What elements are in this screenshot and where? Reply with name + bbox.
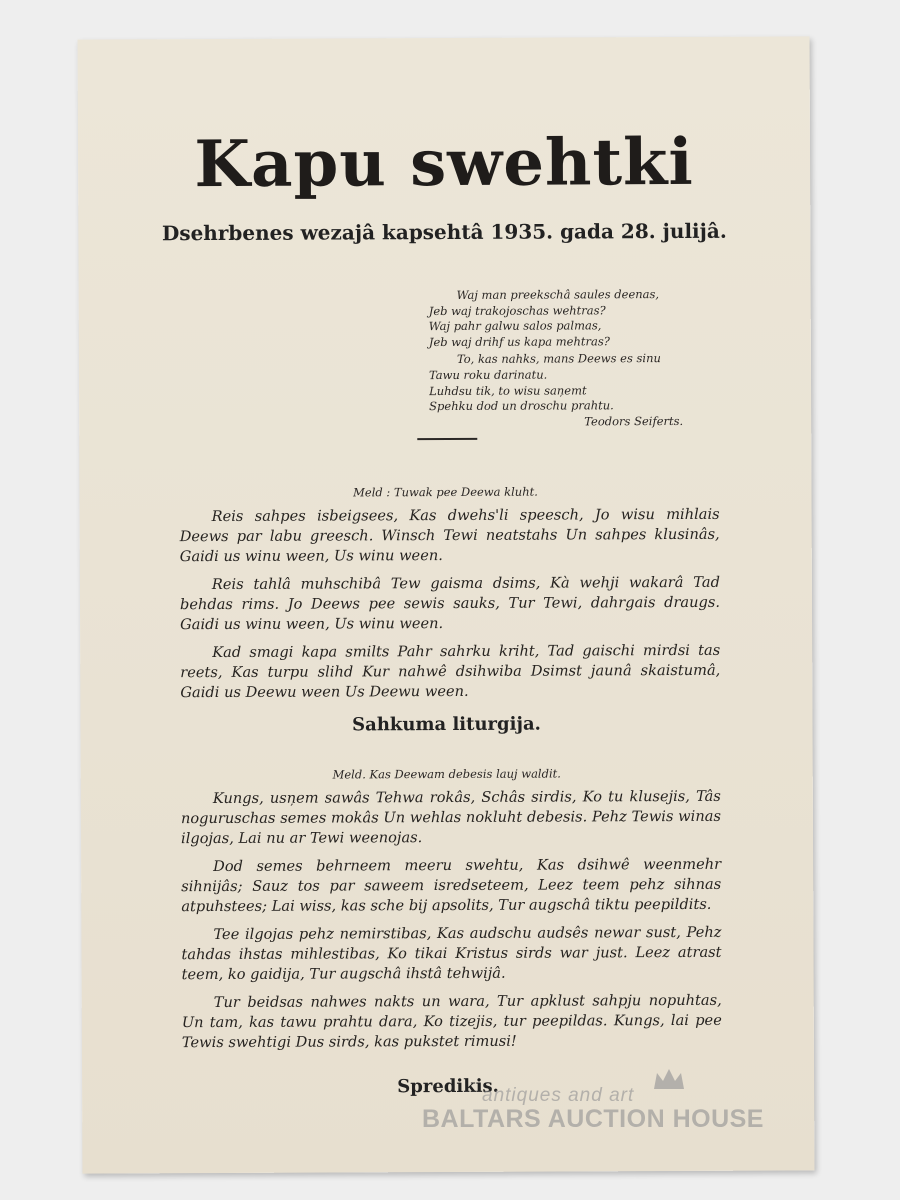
divider-rule xyxy=(417,438,477,440)
hymn-verse: Dod semes behrneem meeru swehtu, Kas dsihwê weenmehr sihnijâs; Sauz tos par saweem isredseteem, Leez teem pehz sihnas atpuhstees; Lai wiss, kas sche bij apsolits, Tur augschâ tiktu peepildits. xyxy=(181,855,722,916)
poem-line: Waj man preekschâ saules deenas, xyxy=(456,287,660,302)
poem-line: Waj pahr galwu salos palmas, xyxy=(428,318,602,334)
hymn-verse: Tee ilgojas pehz nemirstibas, Kas audschu audsês newar sust, Pehz tahdas ihstas mihlestibas, Ko tikai Kristus sirds war just. Leez atrast teem, ko gaidija, Tur augschâ ihstâ tehwijâ. xyxy=(181,923,722,984)
hymn-label: Meld : Tuwak pee Deewa kluht. xyxy=(353,484,538,500)
poem-epigraph xyxy=(429,287,690,430)
poem-line: Luhdsu tik, to wisu saņemt xyxy=(429,382,587,398)
poem-line: Tawu roku darinatu. xyxy=(428,367,548,383)
hymn-verse: Kad smagi kapa smilts Pahr sahrku kriht, Tad gaischi mirdsi tas reets, Kas turpu slihd Kur nahwê dsihwiba Dsimst jaunâ skaistumâ, Gaidi us Deewu ween Us Deewu ween. xyxy=(180,641,721,702)
watermark-tagline: antiques and art xyxy=(482,1085,635,1106)
watermark-brand: BALTARS AUCTION HOUSE xyxy=(422,1105,764,1133)
hymn-verse: Kungs, usņem sawâs Tehwa rokâs, Schâs sirdis, Ko tu klusejis, Tâs noguruschas semes mokâs Un wehlas nokluht debesis. Pehz Tewis winas ilgojas, Lai nu ar Tewi weenojas. xyxy=(180,787,721,848)
hymn-verse: Tur beidsas nahwes nakts un wara, Tur apklust sahpju nopuhtas, Un tam, kas tawu prahtu dara, Ko tizejis, tur peepildas. Kungs, lai pee Tewis swehtigi Dus sirds, kas pukstet rimusi! xyxy=(181,991,722,1052)
hymn-verse: Reis sahpes isbeigsees, Kas dwehs'li speesch, Jo wisu mihlais Deews par labu greesch. Winsch Tewi neatstahs Un sahpes klusinâs, Gaidi us winu ween, Us winu ween. xyxy=(179,505,720,566)
document-sheet xyxy=(78,36,815,1173)
hymn-verses xyxy=(181,787,722,1061)
poem-line: To, kas nahks, mans Deews es sinu xyxy=(456,351,661,367)
hymn-verses xyxy=(180,505,721,711)
hymn-label: Meld. Kas Deewam debesis lauj waldit. xyxy=(332,766,561,782)
poem-line: Jeb waj trakojoschas wehtras? xyxy=(428,302,606,318)
hymn-verse: Reis tahlâ muhschibâ Tew gaisma dsims, Kà wehji wakarâ Tad behdas rims. Jo Deews pee sewis sauks, Tur Tewi, dahrgais draugs. Gaidi us winu ween, Us winu ween. xyxy=(179,573,721,634)
poem-line: Spehku dod un droschu prahtu. xyxy=(429,398,614,414)
poem-line: Jeb waj drihf us kapa mehtras? xyxy=(428,334,610,349)
sermon-heading: Spredikis. xyxy=(397,1075,499,1098)
poem-author: Teodors Seiferts. xyxy=(584,413,684,429)
liturgy-heading: Sahkuma liturgija. xyxy=(352,713,541,736)
document-title: Kapu swehtki xyxy=(194,124,694,203)
document-subtitle: Dsehrbenes wezajâ kapsehtâ 1935. gada 28. julijâ. xyxy=(161,218,727,246)
